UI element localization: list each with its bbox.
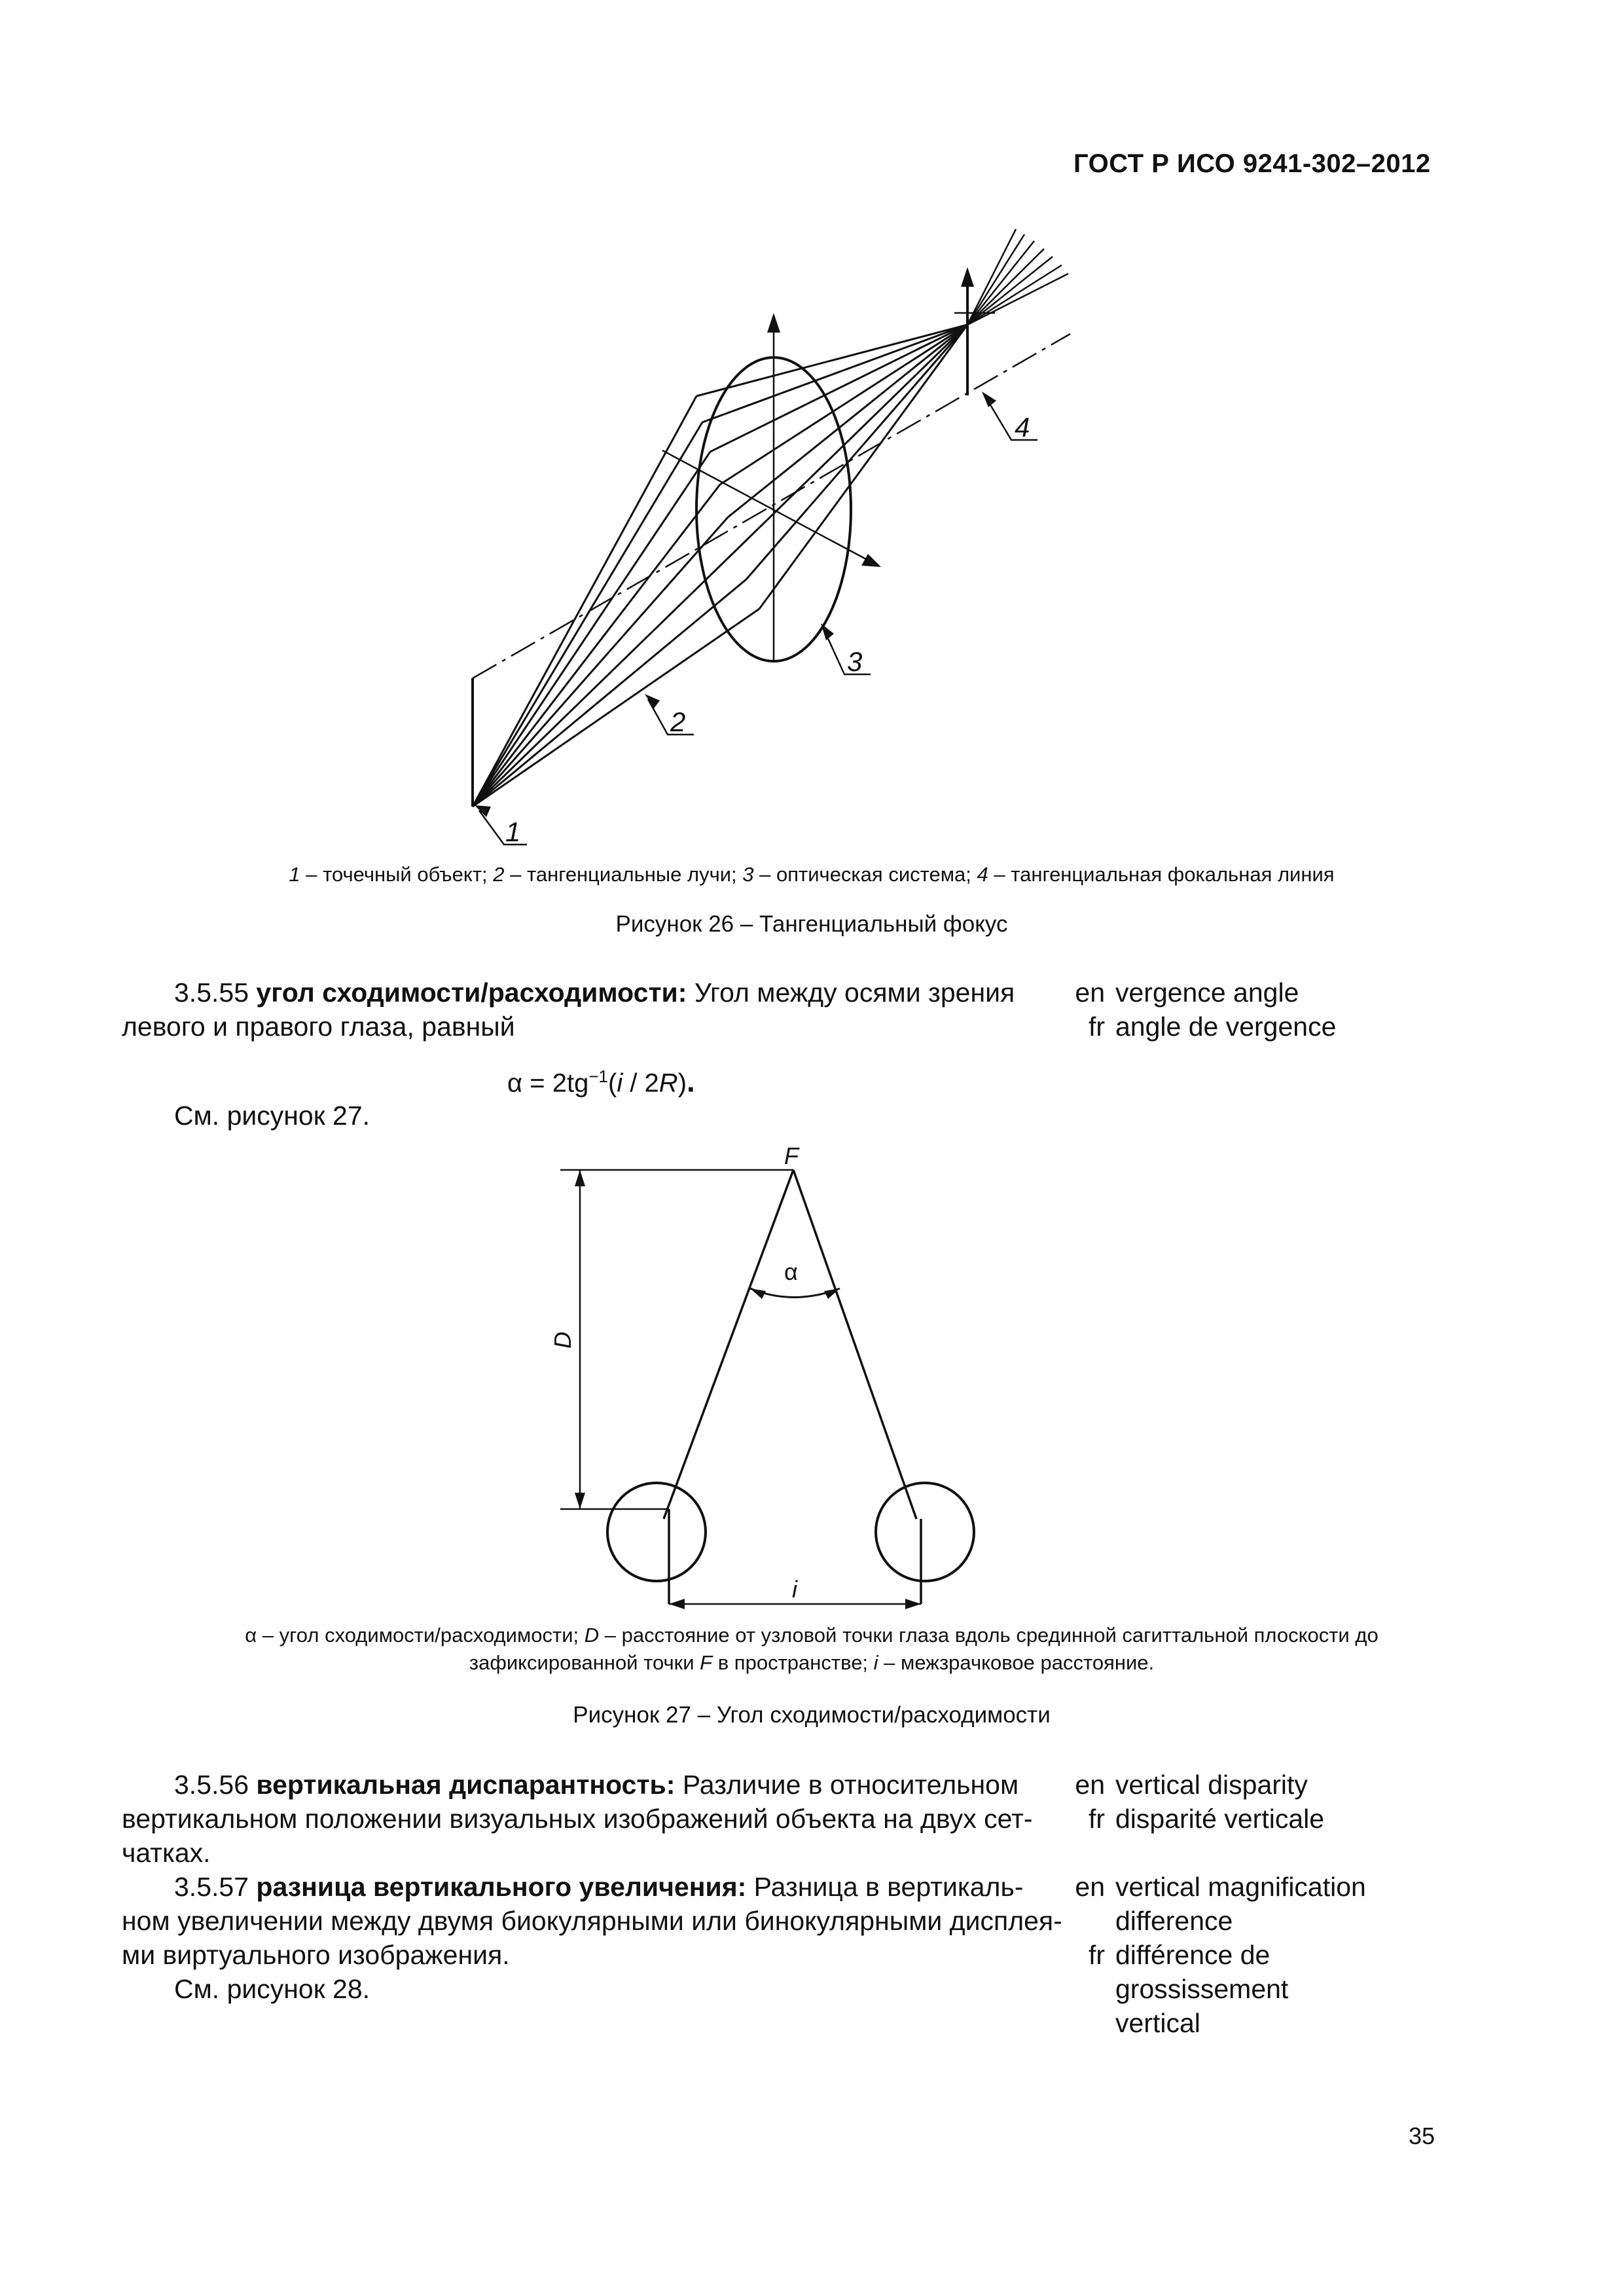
right-visual-axis bbox=[793, 1170, 916, 1519]
term: вертикальная диспарантность: bbox=[256, 1770, 676, 1800]
label-2: 2 bbox=[670, 706, 686, 737]
figure-26-legend: 1 – точечный объект; 2 – тангенциальные лучи; 3 – оптическая система; 4 – тангенциальная фокальная линия bbox=[289, 863, 1335, 886]
section-3-5-56: 3.5.56 вертикальная диспарантность: Различие в относительном вертикальном положении визуальных изображений объекта на двух сет- чатках. bbox=[122, 1770, 1033, 1868]
figure-26-diagram bbox=[425, 216, 1113, 864]
figure-27-title: Рисунок 27 – Угол сходимости/расходимости bbox=[573, 1702, 1051, 1728]
see-figure-27: См. рисунок 27. bbox=[174, 1101, 370, 1131]
section-3-5-57: 3.5.57 разница вертикального увеличения: Разница в вертикаль- ном увеличении между двумя биокулярными или бинокулярными дисплея- ми виртуального изображения. См. рисунок 28. bbox=[122, 1870, 1077, 2006]
section-number: 3.5.56 bbox=[174, 1770, 249, 1800]
see-figure-28: См. рисунок 28. bbox=[174, 1974, 370, 2004]
document-header: ГОСТ Р ИСО 9241-302–2012 bbox=[1073, 149, 1431, 178]
section-3-5-55: 3.5.55 угол сходимости/расходимости: Угол между осями зрения левого и правого глаза, равный bbox=[122, 977, 1015, 1042]
page-number: 35 bbox=[1409, 2123, 1435, 2149]
optical-axis bbox=[473, 334, 1070, 678]
left-visual-axis bbox=[664, 1170, 793, 1519]
label-D: D bbox=[549, 1332, 576, 1349]
label-alpha: α bbox=[784, 1258, 798, 1285]
lens-axis-arrowhead bbox=[767, 313, 780, 333]
section-3-5-55-equivalents: en vergence angle fr angle de vergence bbox=[1075, 977, 1337, 1042]
term: разница вертикального увеличения: bbox=[256, 1872, 747, 1902]
figure-27-diagram bbox=[537, 1133, 1008, 1624]
figure-26-title: Рисунок 26 – Тангенциальный фокус bbox=[615, 911, 1008, 937]
focal-arrowhead bbox=[961, 267, 974, 287]
label-3: 3 bbox=[847, 646, 863, 677]
section-number: 3.5.55 bbox=[174, 977, 249, 1008]
section-3-5-56-equivalents: en vertical disparity fr disparité verticale bbox=[1075, 1770, 1325, 1834]
label-4: 4 bbox=[1015, 412, 1030, 443]
formula-vergence: $\alpha = 2tg^{-1}(i / 2R)$. bbox=[507, 1064, 695, 1099]
section-3-5-57-equivalents: en vertical magnification difference fr différence de grossissement vertical bbox=[1075, 1872, 1366, 2038]
section-number: 3.5.57 bbox=[174, 1872, 249, 1902]
figure-27-legend: α – угол сходимости/расходимости; D – расстояние от узловой точки глаза вдоль срединной сагиттальной плоскости до зафиксированной точки F в пространстве; i – межзрачковое расстояние. bbox=[245, 1624, 1379, 1674]
right-eye bbox=[876, 1483, 974, 1581]
term: угол сходимости/расходимости: bbox=[256, 977, 687, 1008]
diagonal-arrowhead bbox=[861, 554, 881, 567]
label-F: F bbox=[784, 1142, 799, 1169]
label-i: i bbox=[792, 1576, 797, 1603]
label-1: 1 bbox=[505, 816, 521, 847]
left-eye bbox=[607, 1483, 706, 1581]
